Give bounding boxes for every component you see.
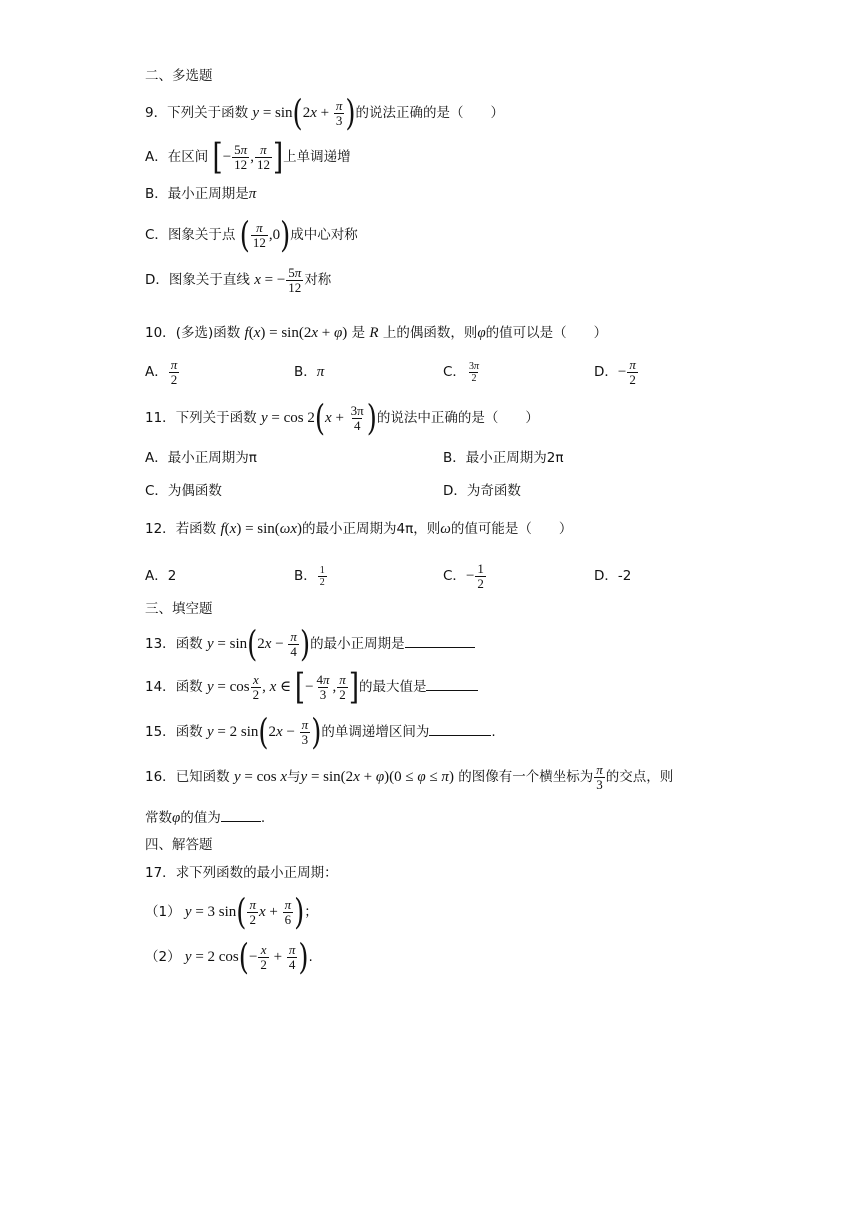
formula: y = sin(2x + $\frac{\pi}{3}$ ) xyxy=(252,93,356,134)
option-11-c: C．为偶函数 xyxy=(145,483,222,499)
option-12-a: A．2 xyxy=(145,568,177,584)
question-14: 14．函数 y = cos $\frac{x}{2}$ , x ∈ [− $\frac{4\pi}{3}$ , $\frac{\pi}{2}$ ]的最大值是 xyxy=(145,671,478,703)
question-12: 12．若函数 f(x) = sin(ωx)的最小正周期为4π，则ω的值可能是（ ） xyxy=(145,521,573,537)
question-17-part-2: （2） y = 2 cos(− $\frac{x}{2}$ + $\frac{\pi}{4}$ ). xyxy=(145,937,313,978)
option-12-b: B． $\frac{1}{2}$ xyxy=(294,564,325,588)
question-16: 16．已知函数 y = cos x与y = sin(2x + φ)(0 ≤ φ ≤ π) 的图像有一个横坐标为 $\frac{\pi}{3}$ 的交点，则 xyxy=(145,761,674,792)
section-heading-fill-blank: 三、填空题 xyxy=(145,601,213,617)
option-10-b: B．π xyxy=(294,364,325,380)
question-9: 9．下列关于函数 y = sin(2x + $\frac{\pi}{3}$ )的说法正确的是（ ） xyxy=(145,93,504,134)
question-11: 11．下列关于函数 y = cos 2(x + $\frac{3\pi}{4}$ )的说法中正确的是（ ） xyxy=(145,398,539,439)
option-10-d: D．− $\frac{\pi}{2}$ xyxy=(594,356,636,387)
section-heading-solve: 四、解答题 xyxy=(145,837,213,853)
question-13: 13．函数 y = sin(2x − $\frac{\pi}{4}$ )的最小正周期是 xyxy=(145,628,475,660)
question-15: 15．函数 y = 2 sin(2x − $\frac{\pi}{3}$ )的单调递增区间为 . xyxy=(145,712,496,753)
question-number: 9． xyxy=(145,105,168,121)
section-heading-multi-choice: 二、多选题 xyxy=(145,68,213,84)
option-12-d: D．-2 xyxy=(594,568,632,584)
option-9-b: B．最小正周期是π xyxy=(145,186,257,202)
question-17-part-1: （1） y = 3 sin( $\frac{\pi}{2}$ x + $\frac{\pi}{6}$ )； xyxy=(145,892,318,933)
option-9-d: D．图象关于直线 x = − $\frac{5\pi}{12}$ 对称 xyxy=(145,265,332,296)
question-16-line-2: 常数φ的值为 . xyxy=(145,807,265,828)
question-17: 17．求下列函数的最小正周期： xyxy=(145,865,338,881)
question-10: 10．(多选)函数 f(x) = sin(2x + φ) 是 R 上的偶函数，则φ的值可以是（ ） xyxy=(145,325,608,341)
option-12-c: C．− $\frac{1}{2}$ xyxy=(443,560,484,591)
option-10-a: A． $\frac{\pi}{2}$ xyxy=(145,356,178,387)
option-11-b: B．最小正周期为2π xyxy=(443,450,564,466)
option-11-d: D．为奇函数 xyxy=(443,483,521,499)
option-9-c: C．图象关于点 ( $\frac{\pi}{12}$ ,0)成中心对称 xyxy=(145,215,358,256)
option-9-a: A．在区间 [− $\frac{5\pi}{12}$ , $\frac{\pi}{12}$ ]上单调递增 xyxy=(145,137,351,178)
option-11-a: A．最小正周期为π xyxy=(145,450,257,466)
option-10-c: C． $\frac{3\pi}{2}$ xyxy=(443,360,479,384)
